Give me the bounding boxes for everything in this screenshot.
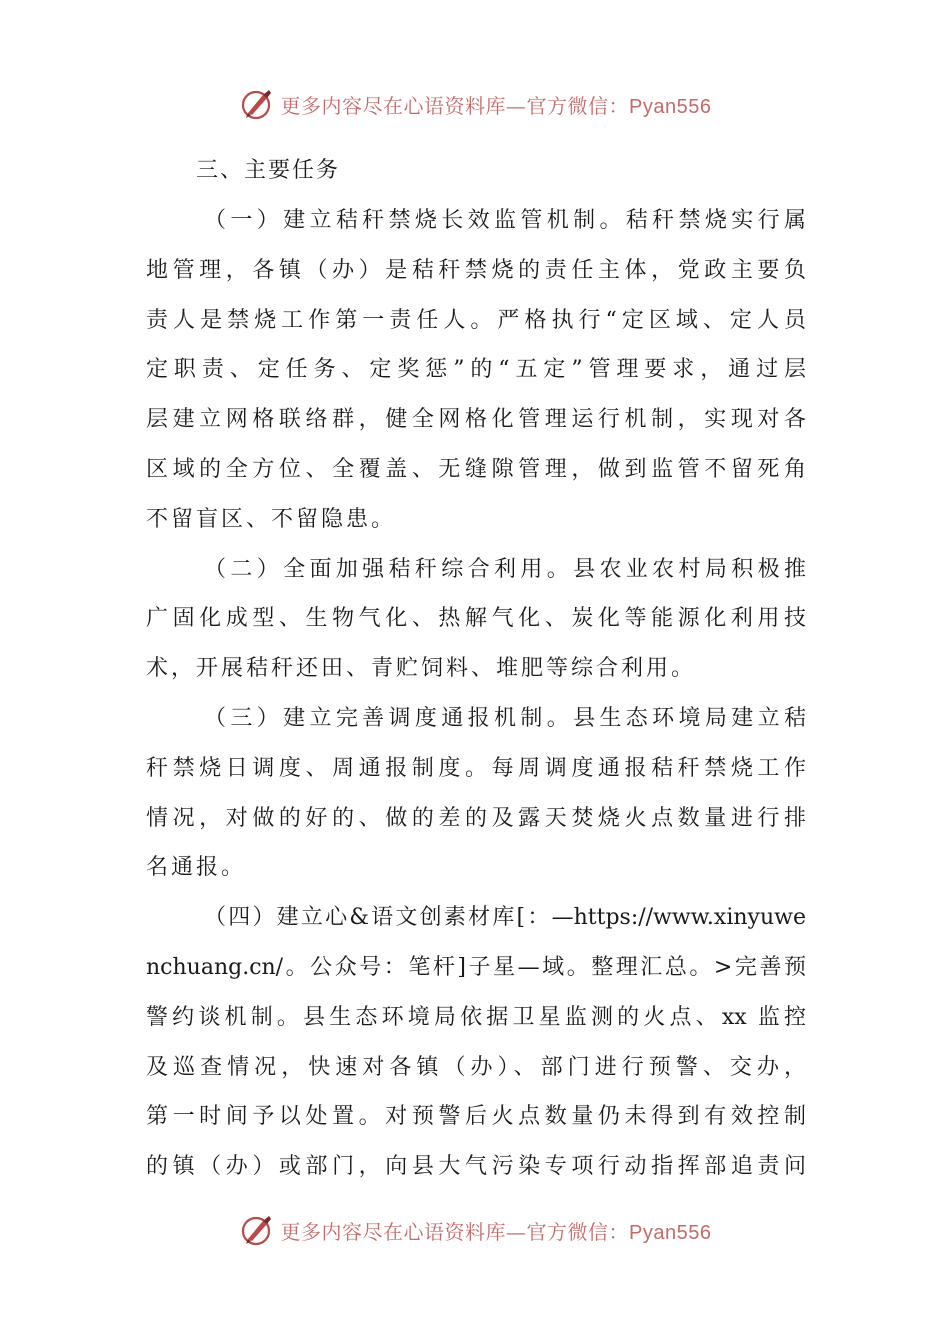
text-line: （三）建立完善调度通报机制。县生态环境局建立秸 bbox=[204, 705, 806, 731]
pen-circle-logo-icon bbox=[239, 86, 275, 122]
text-line: 术，开展秸秆还田、青贮饲料、堆肥等综合利用。 bbox=[146, 656, 697, 682]
text-line: 广固化成型、生物气化、热解气化、炭化等能源化利用技 bbox=[146, 606, 806, 632]
text-line: 层建立网格联络群，健全网格化管理运行机制，实现对各 bbox=[146, 407, 806, 433]
footer-watermark-banner bbox=[0, 1210, 950, 1250]
text-line: 秆禁烧日调度、周通报制度。每周调度通报秸秆禁烧工作 bbox=[146, 755, 806, 781]
text-line: 地管理，各镇（办）是秸秆禁烧的责任主体，党政主要负 bbox=[146, 257, 806, 283]
document-body bbox=[146, 146, 806, 1192]
text-line: 情况，对做的好的、做的差的及露天焚烧火点数量进行排 bbox=[146, 805, 806, 831]
text-line: （一）建立秸秆禁烧长效监管机制。秸秆禁烧实行属 bbox=[204, 208, 806, 233]
text-line: 定职责、定任务、定奖惩”的“五定”管理要求，通过层 bbox=[146, 357, 806, 383]
pen-circle-logo-icon bbox=[239, 1212, 275, 1248]
text-line: 第一时间予以处置。对预警后火点数量仍未得到有效控制 bbox=[146, 1104, 806, 1130]
text-line: nchuang.cn/。公众号：笔杆]子星—域。整理汇总。>完善预 bbox=[146, 954, 806, 980]
watermark-text: 更多内容尽在心语资料库—官方微信：Pyan556 bbox=[280, 93, 712, 118]
text-line: 的镇（办）或部门，向县大气污染专项行动指挥部追责问 bbox=[146, 1154, 806, 1180]
header-watermark-banner bbox=[0, 84, 950, 124]
text-line: 不留盲区、不留隐患。 bbox=[146, 506, 397, 532]
text-line: 区域的全方位、全覆盖、无缝隙管理，做到监管不留死角 bbox=[146, 456, 806, 482]
text-line: 责人是禁烧工作第一责任人。严格执行“定区域、定人员 bbox=[146, 307, 806, 333]
section-heading: 三、主要任务 bbox=[196, 158, 341, 183]
text-line: 警约谈机制。县生态环境局依据卫星监测的火点、xx 监控 bbox=[146, 1004, 806, 1030]
text-line: （四）建立心&语文创素材库[：—https://www.xinyuwe bbox=[204, 905, 806, 931]
text-line: 名通报。 bbox=[146, 855, 247, 881]
watermark-text: 更多内容尽在心语资料库—官方微信：Pyan556 bbox=[280, 1219, 712, 1244]
text-line: 及巡查情况，快速对各镇（办）、部门进行预警、交办， bbox=[146, 1054, 806, 1080]
paragraph-lines bbox=[146, 196, 806, 1192]
text-line: （二）全面加强秸秆综合利用。县农业农村局积极推 bbox=[204, 556, 806, 582]
